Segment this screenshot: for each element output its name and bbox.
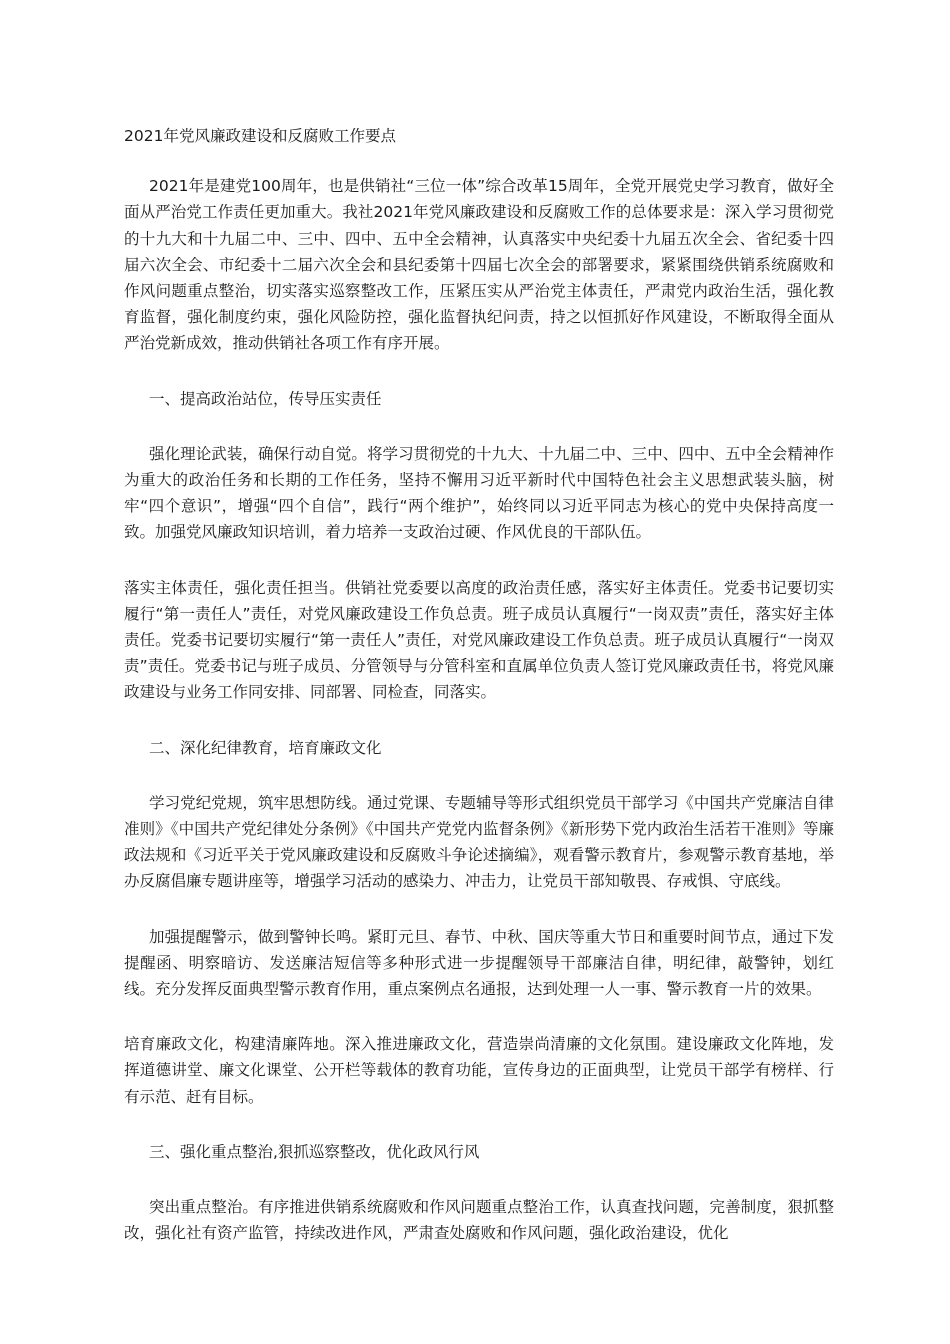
section-2-paragraph-2: 加强提醒警示，做到警钟长鸣。紧盯元旦、春节、中秋、国庆等重大节日和重要时间节点，通过下发提醒函、明察暗访、发送廉洁短信等多种形式进一步提醒领导干部廉洁自律，明纪律，敲警钟，划红线。充分发挥反面典型警示教育作用，重点案例点名通报，达到处理一人一事、警示教育一片的效果。: [124, 927, 834, 999]
document-page: [124, 123, 834, 1276]
section-1-paragraph-2: 落实主体责任，强化责任担当。供销社党委要以高度的政治责任感，落实好主体责任。党委书记要切实履行“第一责任人”责任，对党风廉政建设工作负总责。班子成员认真履行“一岗双责”责任，落实好主体责任。党委书记要切实履行“第一责任人”责任，对党风廉政建设工作负总责。班子成员认真履行“一岗双责”责任。党委书记与班子成员、分管领导与分管科室和直属单位负责人签订党风廉政责任书，将党风廉政建设与业务工作同安排、同部署、同检查，同落实。: [124, 578, 834, 702]
section-1-heading: 一、提高政治站位，传导压实责任: [149, 389, 382, 408]
intro-paragraph: 2021年是建党100周年，也是供销社“三位一体”综合改革15周年，全党开展党史学习教育，做好全面从严治党工作责任更加重大。我社2021年党风廉政建设和反腐败工作的总体要求是：深入学习贯彻党的十九大和十九届二中、三中、四中、五中全会精神，认真落实中央纪委十九届五次全会、省纪委十四届六次全会、市纪委十二届六次全会和县纪委第十四届七次全会的部署要求，紧紧围绕供销系统腐败和作风问题重点整治，切实落实巡察整改工作，压紧压实从严治党主体责任，严肃党内政治生活，强化教育监督，强化制度约束，强化风险防控，强化监督执纪问责，持之以恒抓好作风建设，不断取得全面从严治党新成效，推动供销社各项工作有序开展。: [124, 177, 834, 353]
section-2-paragraph-1: 学习党纪党规，筑牢思想防线。通过党课、专题辅导等形式组织党员干部学习《中国共产党廉洁自律准则》《中国共产党纪律处分条例》《中国共产党党内监督条例》《新形势下党内政治生活若干准则》等廉政法规和《习近平关于党风廉政建设和反腐败斗争论述摘编》，观看警示教育片，参观警示教育基地，举办反腐倡廉专题讲座等，增强学习活动的感染力、冲击力，让党员干部知敬畏、存戒惧、守底线。: [124, 793, 834, 891]
section-3-paragraph-1: 突出重点整治。有序推进供销系统腐败和作风问题重点整治工作，认真查找问题，完善制度，狠抓整改，强化社有资产监管，持续改进作风，严肃查处腐败和作风问题，强化政治建设，优化: [124, 1198, 834, 1243]
section-2-paragraph-3: 培育廉政文化，构建清廉阵地。深入推进廉政文化，营造崇尚清廉的文化氛围。建设廉政文化阵地，发挥道德讲堂、廉文化课堂、公开栏等载体的教育功能，宣传身边的正面典型，让党员干部学有榜样、行有示范、赶有目标。: [124, 1035, 834, 1106]
section-2-heading: 二、深化纪律教育，培育廉政文化: [149, 738, 382, 757]
section-1-paragraph-1: 强化理论武装，确保行动自觉。将学习贯彻党的十九大、十九届二中、三中、四中、五中全会精神作为重大的政治任务和长期的工作任务，坚持不懈用习近平新时代中国特色社会主义思想武装头脑，树牢“四个意识”，增强“四个自信”，践行“两个维护”，始终同以习近平同志为核心的党中央保持高度一致。加强党风廉政知识培训，着力培养一支政治过硬、作风优良的干部队伍。: [124, 444, 834, 542]
section-3-heading: 三、强化重点整治,狠抓巡察整改，优化政风行风: [149, 1142, 480, 1161]
document-title: 2021年党风廉政建设和反腐败工作要点: [124, 127, 396, 145]
